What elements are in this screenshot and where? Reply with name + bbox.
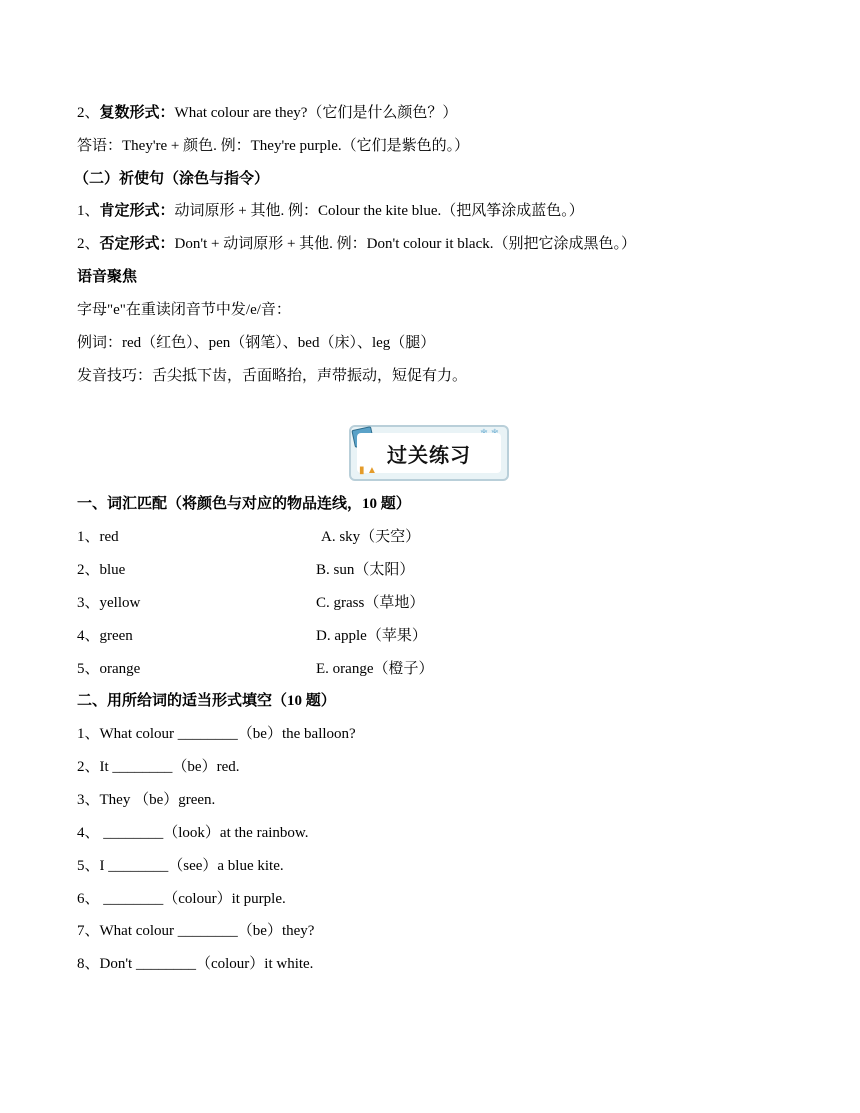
phonics-examples: 例词：red（红色）、pen（钢笔）、bed（床）、leg（腿） <box>77 335 436 351</box>
positive-text: 动词原形 + 其他. 例：Colour the kite blue.（把风筝涂成蓝色。） <box>174 203 584 219</box>
practice-badge <box>349 425 509 481</box>
fill-item-6: 6、 ________（colour）it purple. <box>77 891 286 907</box>
negative-form-line <box>77 234 636 254</box>
fill-item-7: 7、What colour ________（be）they? <box>77 923 315 939</box>
fill-item-5: 5、I ________（see）a blue kite. <box>77 858 284 874</box>
positive-label: 肯定形式： <box>99 203 175 219</box>
pencil-icon: ▮ ▲ <box>359 465 377 476</box>
match-left-2: 2、blue <box>77 562 126 578</box>
match-right-4: D. apple（苹果） <box>316 628 427 644</box>
plural-text: What colour are they?（它们是什么颜色？） <box>174 105 458 121</box>
positive-prefix: 1、 <box>77 203 100 219</box>
plural-label: 复数形式： <box>99 105 175 121</box>
negative-text: Don't + 动词原形 + 其他. 例：Don't colour it black.（别把它涂成黑色。） <box>174 236 636 252</box>
match-left-4: 4、green <box>77 628 133 644</box>
phonics-heading: 语音聚焦 <box>77 269 138 285</box>
phonics-rule: 字母"e"在重读闭音节中发/e/音： <box>77 302 291 318</box>
positive-form-line <box>77 201 584 221</box>
fill-item-2: 2、It ________（be）red. <box>77 759 240 775</box>
fill-item-1: 1、What colour ________（be）the balloon? <box>77 726 356 742</box>
match-right-5: E. orange（橙子） <box>316 661 434 677</box>
plural-prefix: 2、 <box>77 105 100 121</box>
fill-item-8: 8、Don't ________（colour）it white. <box>77 956 314 972</box>
match-left-5: 5、orange <box>77 661 141 677</box>
phonics-tip: 发音技巧：舌尖抵下齿，舌面略抬，声带振动，短促有力。 <box>77 368 468 384</box>
fill-item-4: 4、 ________（look）at the rainbow. <box>77 825 309 841</box>
match-right-3: C. grass（草地） <box>316 595 425 611</box>
negative-label: 否定形式： <box>99 236 175 252</box>
plural-form-line <box>77 103 457 123</box>
match-right-2: B. sun（太阳） <box>316 562 415 578</box>
match-right-1: A. sky（天空） <box>321 529 421 545</box>
imperative-heading: （二）祈使句（涂色与指令） <box>74 171 270 187</box>
exercise1-heading: 一、词汇匹配（将颜色与对应的物品连线，10 题） <box>77 496 411 512</box>
answer-line: 答语：They're + 颜色. 例：They're purple.（它们是紫色的。） <box>77 138 470 154</box>
negative-prefix: 2、 <box>77 236 100 252</box>
fill-item-3: 3、They （be）green. <box>77 792 216 808</box>
match-left-1: 1、red <box>77 529 119 545</box>
exercise2-heading: 二、用所给词的适当形式填空（10 题） <box>77 693 336 709</box>
match-left-3: 3、yellow <box>77 595 141 611</box>
badge-title: 过关练习 <box>357 433 501 473</box>
